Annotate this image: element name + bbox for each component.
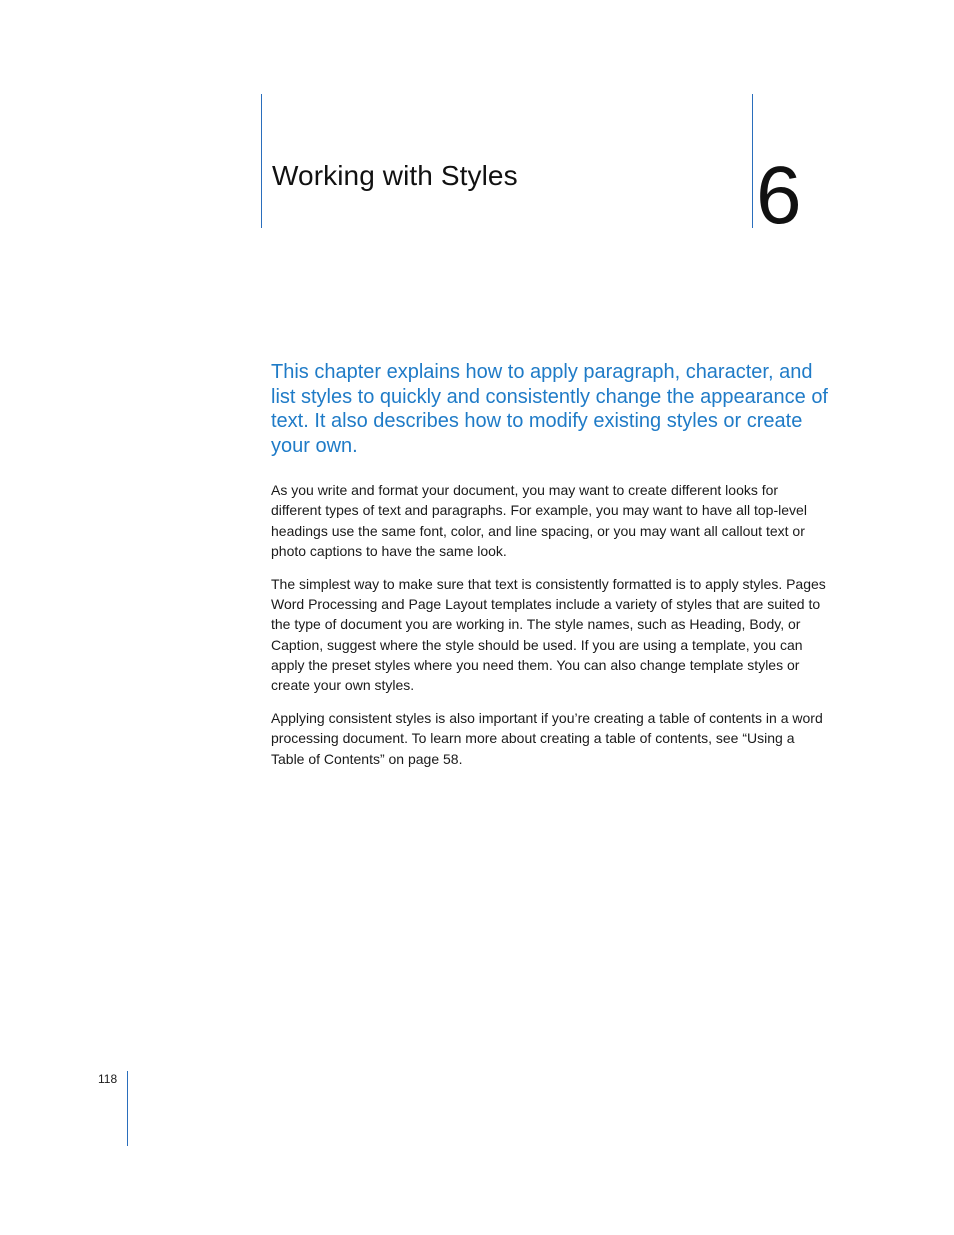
chapter-title: Working with Styles	[272, 160, 518, 191]
body-paragraph: Applying consistent styles is also important if you’re creating a table of contents in a word processing document. To learn more about creating a table of contents, see “Using a Table of Contents” on page 58.	[271, 709, 823, 767]
chapter-intro: This chapter explains how to apply paragraph, character, and list styles to quickly and consistently change the appearance of text. It also describes how to modify existing styles or create your own.	[271, 361, 828, 457]
chapter-number: 6	[756, 150, 802, 241]
body-paragraph: The simplest way to make sure that text is consistently formatted is to apply styles. Pages Word Processing and Page Layout templates include a variety of styles that are suited to the type of document you are working in. The style names, such as Heading, Body, or Caption, suggest where the style should be used. If you are using a template, you can apply the preset styles where you need them. You can also change template styles or create your own styles.	[271, 575, 826, 694]
page-number: 118	[98, 1072, 118, 1086]
body-paragraph: As you write and format your document, you may want to create different looks for different types of text and paragraphs. For example, you may want to have all top-level headings use the same font, color, and line spacing, or you may want all callout text or photo captions to have the same look.	[271, 482, 807, 559]
title-rule	[261, 94, 262, 228]
footer-rule	[127, 1071, 128, 1146]
chapter-number-rule	[752, 94, 753, 228]
body-text	[271, 480, 826, 781]
